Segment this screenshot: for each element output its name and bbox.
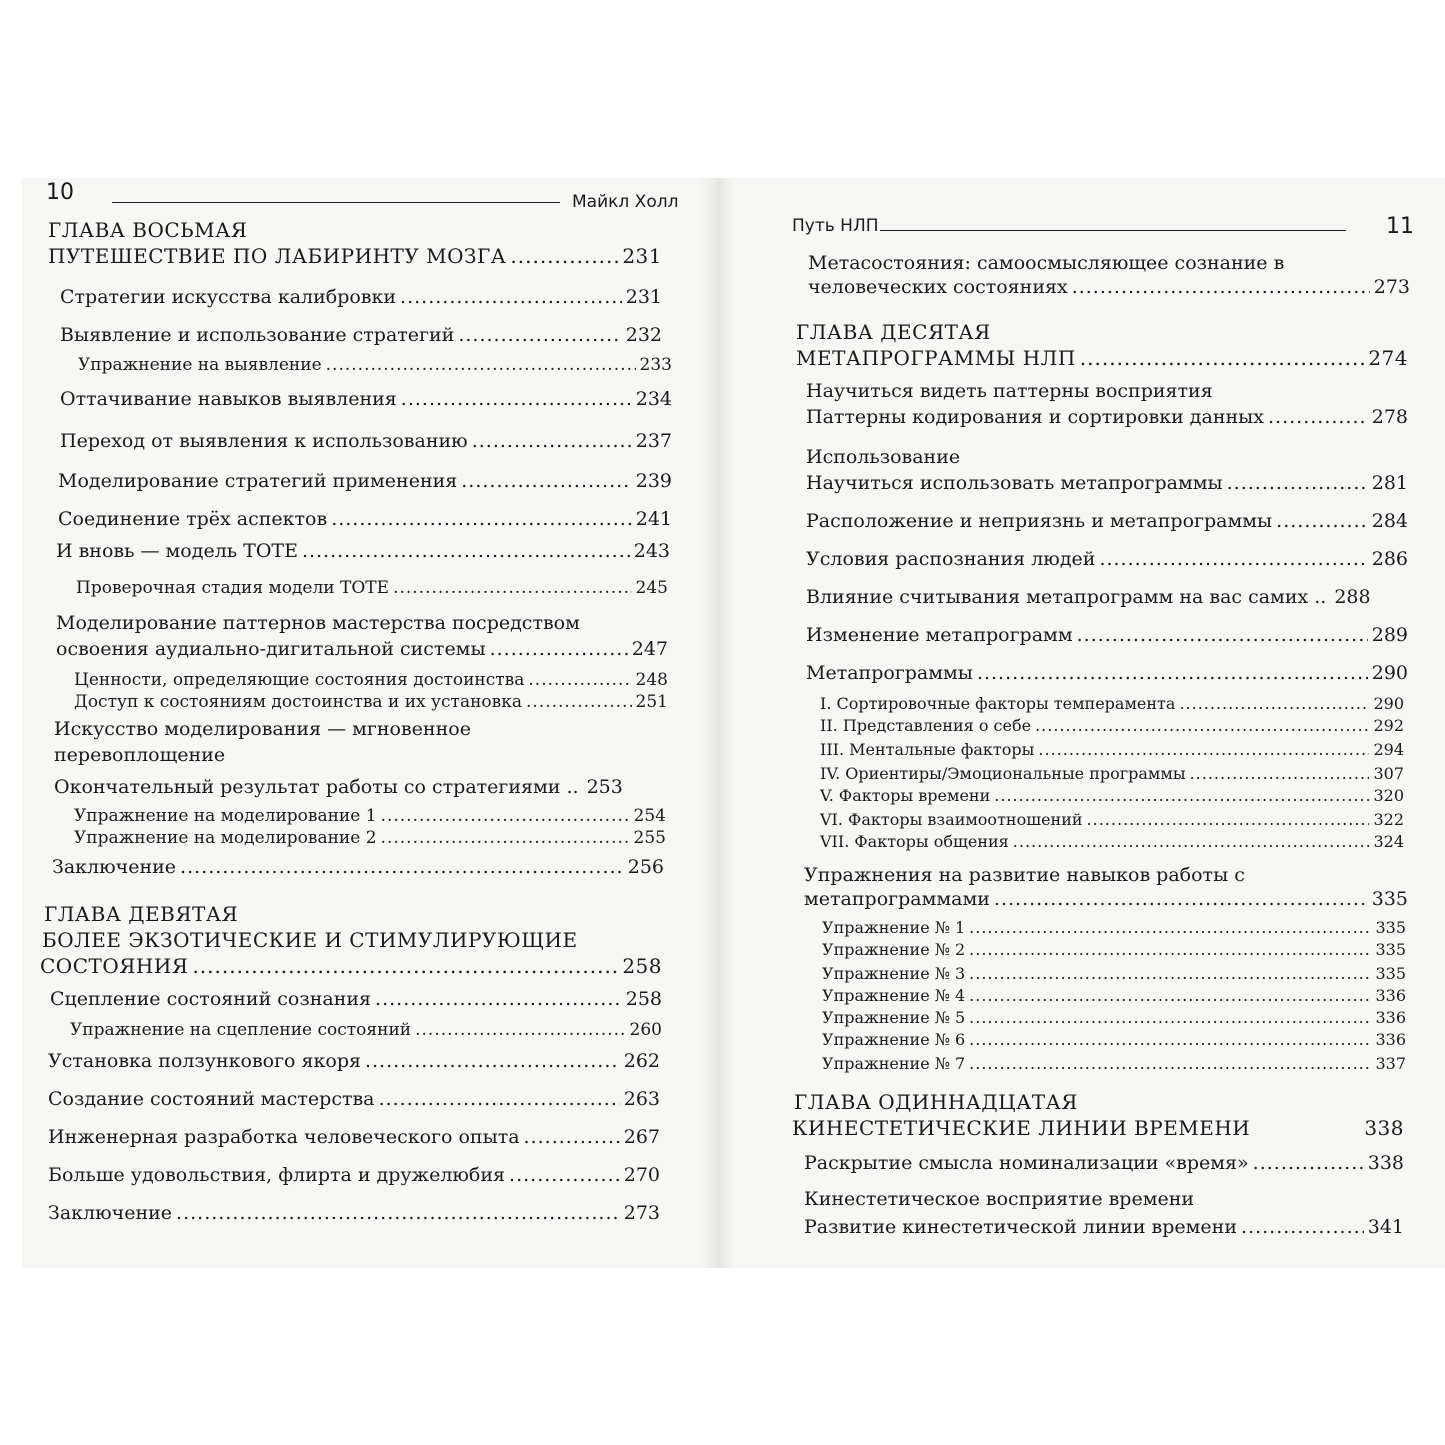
header-rule: [880, 230, 1346, 231]
toc-entry: Выявление и использование стратегий ..... 232: [60, 324, 662, 346]
toc-subentry: Упражнение на выявление ..... 233: [78, 355, 672, 375]
toc-entry-line1: Искусство моделирования — мгновенное: [54, 718, 471, 740]
toc-entry: Заключение ..... 256: [52, 856, 664, 878]
running-head: Путь НЛП: [792, 216, 879, 236]
toc-entry: Моделирование стратегий применения ..... 239: [58, 470, 672, 492]
toc-entry: метапрограммами ..... 335: [804, 888, 1408, 910]
toc-entry: человеческих состояниях ..... 273: [808, 276, 1410, 298]
header-rule: [112, 202, 560, 203]
toc-entry: Создание состояний мастерства ..... 263: [48, 1088, 660, 1110]
toc-entry: Больше удовольствия, флирта и дружелюбия ..... 270: [48, 1164, 660, 1186]
toc-entry: освоения аудиально-дигитальной системы ..... 247: [56, 638, 668, 660]
book-gutter: [700, 178, 734, 1268]
toc-subentry: V. Факторы времени ..... 320: [820, 786, 1404, 805]
toc-subentry: VI. Факторы взаимоотношений ..... 322: [820, 810, 1404, 829]
toc-entry: Научиться использовать метапрограммы ..... 281: [806, 472, 1408, 494]
toc-subentry: Упражнение № 1 ..... 335: [822, 918, 1406, 937]
toc-entry: Использование: [806, 446, 961, 468]
toc-entry: Условия распознания людей ..... 286: [806, 548, 1408, 570]
chapter-title: МЕТАПРОГРАММЫ НЛП ..... 274: [796, 346, 1408, 370]
toc-entry: Развитие кинестетической линии времени ..... 341: [804, 1216, 1404, 1238]
chapter-title: СОСТОЯНИЯ ..... 258: [40, 954, 662, 978]
toc-subentry: Упражнение № 2 ..... 335: [822, 940, 1406, 959]
toc-subentry: Упражнение № 7 ..... 337: [822, 1054, 1406, 1073]
toc-entry: И вновь — модель TOTE ..... 243: [56, 540, 670, 562]
running-head: Майкл Холл: [572, 192, 679, 212]
toc-subentry: VII. Факторы общения ..... 324: [820, 832, 1404, 851]
toc-subentry: Упражнение № 5 ..... 336: [822, 1008, 1406, 1027]
toc-entry: Паттерны кодирования и сортировки данных ..... 278: [806, 406, 1408, 428]
toc-subentry: III. Ментальные факторы ..... 294: [820, 740, 1404, 759]
chapter-title: КИНЕСТЕТИЧЕСКИЕ ЛИНИИ ВРЕМЕНИ 338: [792, 1116, 1404, 1140]
toc-subentry: Ценности, определяющие состояния достоинства ..... 248: [74, 670, 668, 690]
toc-entry: Переход от выявления к использованию ..... 237: [60, 430, 672, 452]
toc-entry-line1: Метасостояния: самоосмысляющее сознание в: [808, 252, 1285, 274]
toc-entry: Заключение ..... 273: [48, 1202, 660, 1224]
toc-entry-line1: Моделирование паттернов мастерства посредством: [56, 612, 580, 634]
toc-entry: Оттачивание навыков выявления ..... 234: [60, 388, 672, 410]
toc-subentry: Упражнение на моделирование 2 ..... 255: [74, 828, 666, 848]
toc-entry: Расположение и неприязнь и метапрограммы ..... 284: [806, 510, 1408, 532]
toc-entry: Сцепление состояний сознания ..... 258: [50, 988, 662, 1010]
toc-subentry: Упражнение № 6 ..... 336: [822, 1030, 1406, 1049]
chapter-label: ГЛАВА ВОСЬМАЯ: [48, 218, 248, 242]
toc-entry: Научиться видеть паттерны восприятия: [806, 380, 1213, 402]
toc-subentry: II. Представления о себе ..... 292: [820, 716, 1404, 735]
toc-entry: Стратегии искусства калибровки ..... 231: [60, 286, 662, 308]
toc-entry: Раскрытие смысла номинализации «время» ..... 338: [804, 1152, 1404, 1174]
chapter-label: ГЛАВА ДЕВЯТАЯ: [44, 902, 239, 926]
page-number: 10: [46, 180, 74, 205]
toc-subentry: IV. Ориентиры/Эмоциональные программы ..... 307: [820, 764, 1404, 783]
chapter-title: ПУТЕШЕСТВИЕ ПО ЛАБИРИНТУ МОЗГА ..... 231: [48, 244, 662, 268]
toc-entry: Влияние считывания метапрограмм на вас самих .. 288: [806, 586, 1371, 608]
toc-entry-line2: перевоплощение: [54, 744, 226, 766]
chapter-title-line1: БОЛЕЕ ЭКЗОТИЧЕСКИЕ И СТИМУЛИРУЮЩИЕ: [42, 928, 578, 952]
toc-subentry: Упражнение на сцепление состояний ..... 260: [70, 1020, 662, 1040]
toc-entry-line1: Упражнения на развитие навыков работы с: [804, 864, 1245, 886]
page-number: 11: [1386, 214, 1414, 239]
toc-subentry: Проверочная стадия модели TOTE ..... 245: [76, 578, 668, 598]
toc-subentry: Упражнение на моделирование 1 ..... 254: [74, 806, 666, 826]
chapter-label: ГЛАВА ДЕСЯТАЯ: [796, 320, 991, 344]
toc-entry: Окончательный результат работы со стратегиями .. 253: [54, 776, 623, 798]
toc-subentry: I. Сортировочные факторы темперамента ..... 290: [820, 694, 1404, 713]
toc-subentry: Доступ к состояниям достоинства и их установка ..... 251: [74, 692, 668, 712]
toc-subentry: Упражнение № 4 ..... 336: [822, 986, 1406, 1005]
toc-entry: Изменение метапрограмм ..... 289: [806, 624, 1408, 646]
toc-entry: Установка ползункового якоря ..... 262: [48, 1050, 660, 1072]
toc-subentry: Упражнение № 3 ..... 335: [822, 964, 1406, 983]
toc-entry: Кинестетическое восприятие времени: [804, 1188, 1195, 1210]
toc-entry: Соединение трёх аспектов ..... 241: [58, 508, 672, 530]
toc-entry: Инженерная разработка человеческого опыта ..... 267: [48, 1126, 660, 1148]
toc-entry: Метапрограммы ..... 290: [806, 662, 1408, 684]
chapter-label: ГЛАВА ОДИННАДЦАТАЯ: [794, 1090, 1078, 1114]
